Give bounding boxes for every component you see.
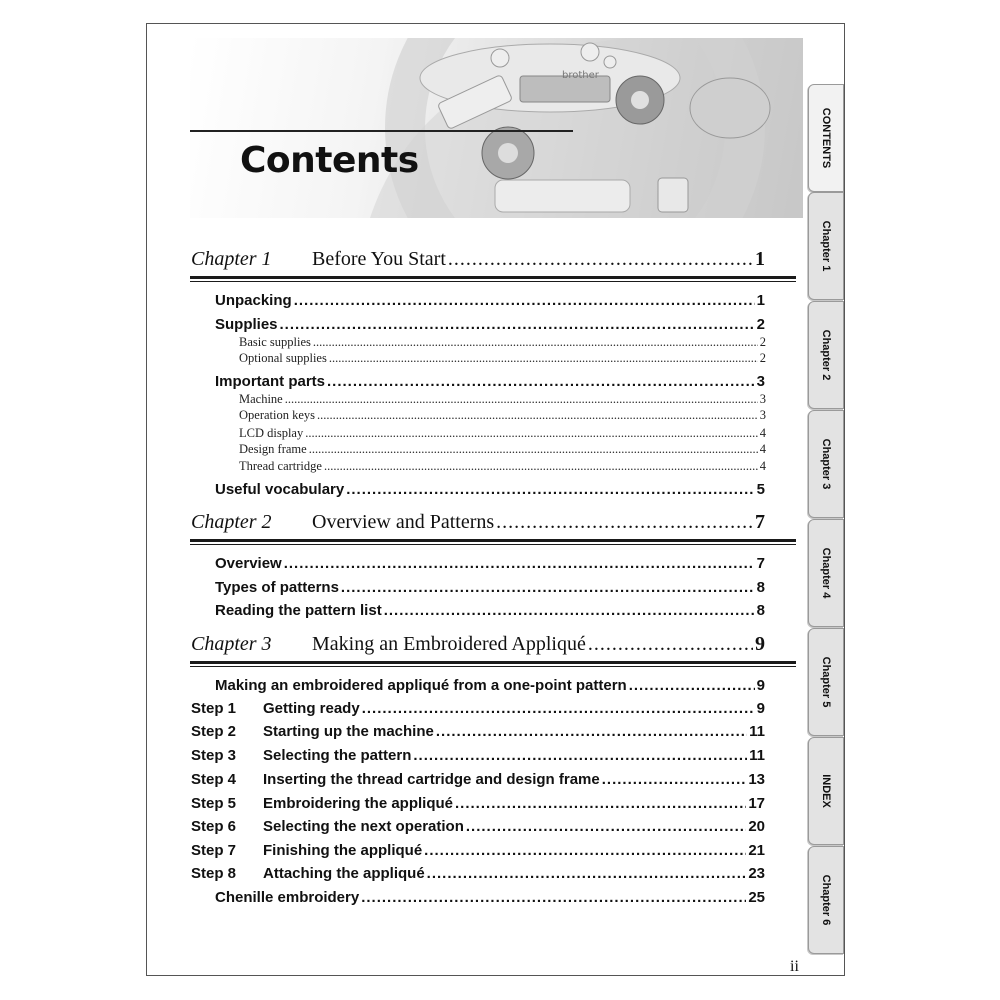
tab-chapter-2[interactable] xyxy=(808,301,844,409)
toc-section-chenille-embroidery[interactable] xyxy=(215,889,765,906)
tab-label: INDEX xyxy=(820,774,832,808)
page-ref: 4 xyxy=(759,459,766,473)
section-title: Important parts xyxy=(215,373,326,390)
dot-leader xyxy=(285,392,758,407)
dot-leader xyxy=(455,795,746,812)
section-title: Useful vocabulary xyxy=(215,481,345,498)
page-ref: 3 xyxy=(756,373,765,390)
tab-chapter-5[interactable] xyxy=(808,628,844,736)
tab-chapter-6[interactable] xyxy=(808,846,844,954)
section-title: Overview xyxy=(215,555,282,572)
chapter-number: Chapter 2 xyxy=(191,511,272,533)
header-rule xyxy=(190,130,573,132)
page-ref: 3 xyxy=(759,408,766,422)
header-machine-illustration xyxy=(190,38,803,218)
dot-leader xyxy=(413,747,747,764)
page-number: ii xyxy=(790,958,799,975)
chapter-rule-thin xyxy=(190,544,796,545)
section-title: Chenille embroidery xyxy=(215,889,360,906)
step-title: Inserting the thread cartridge and design frame xyxy=(263,771,600,788)
toc-sub-operation-keys[interactable] xyxy=(239,408,766,423)
tab-label: Chapter 4 xyxy=(820,547,832,599)
step-label: Step 1 xyxy=(191,700,237,717)
page-ref: 2 xyxy=(759,351,766,365)
step-title: Starting up the machine xyxy=(263,723,434,740)
dot-leader xyxy=(324,459,758,474)
step-label: Step 6 xyxy=(191,818,237,835)
toc-step-1[interactable] xyxy=(191,700,765,717)
page-ref: 8 xyxy=(756,579,765,596)
section-title: Reading the pattern list xyxy=(215,602,382,619)
chapter-title: Making an Embroidered Appliqué xyxy=(312,633,586,655)
dot-leader xyxy=(602,771,747,788)
toc-step-3[interactable] xyxy=(191,747,765,764)
page-ref: 5 xyxy=(756,481,765,498)
page-title: Contents xyxy=(240,140,419,181)
step-title: Selecting the pattern xyxy=(263,747,412,764)
dot-leader xyxy=(436,723,747,740)
toc-step-2[interactable] xyxy=(191,723,765,740)
toc-sub-machine[interactable] xyxy=(239,392,766,407)
dot-leader xyxy=(313,335,758,350)
page-ref: 7 xyxy=(756,555,765,572)
page-ref: 9 xyxy=(756,677,765,694)
toc-section-overview[interactable] xyxy=(215,555,765,572)
chapter-2-entry[interactable] xyxy=(191,511,765,534)
tab-label: Chapter 1 xyxy=(820,220,832,272)
dot-leader xyxy=(629,677,755,694)
toc-step-8[interactable] xyxy=(191,865,765,882)
step-title: Selecting the next operation xyxy=(263,818,464,835)
page-ref: 4 xyxy=(759,442,766,456)
step-title: Embroidering the appliqué xyxy=(263,795,454,812)
toc-sub-design-frame[interactable] xyxy=(239,442,766,457)
sub-title: Machine xyxy=(239,392,283,406)
page-ref: 2 xyxy=(759,335,766,349)
page-ref: 17 xyxy=(748,795,765,812)
dot-leader xyxy=(496,511,753,534)
dot-leader xyxy=(280,316,755,333)
dot-leader xyxy=(427,865,747,882)
chapter-rule xyxy=(190,539,796,542)
sub-title: Design frame xyxy=(239,442,307,456)
chapter-rule xyxy=(190,276,796,279)
toc-sub-optional-supplies[interactable] xyxy=(239,351,766,366)
toc-section-embroidered-applique[interactable] xyxy=(215,677,765,694)
toc-step-7[interactable] xyxy=(191,842,765,859)
step-title: Attaching the appliqué xyxy=(263,865,425,882)
chapter-title: Before You Start xyxy=(312,248,446,270)
chapter-1-entry[interactable] xyxy=(191,248,765,271)
toc-section-useful-vocabulary[interactable] xyxy=(215,481,765,498)
tab-contents[interactable] xyxy=(808,84,844,192)
step-label: Step 7 xyxy=(191,842,237,859)
page-ref: 7 xyxy=(755,511,765,533)
toc-section-unpacking[interactable] xyxy=(215,292,765,309)
toc-section-reading-pattern-list[interactable] xyxy=(215,602,765,619)
tab-label: CONTENTS xyxy=(820,107,832,169)
tab-label: Chapter 5 xyxy=(820,656,832,708)
toc-step-4[interactable] xyxy=(191,771,765,788)
step-label: Step 5 xyxy=(191,795,237,812)
dot-leader xyxy=(327,373,755,390)
dot-leader xyxy=(284,555,755,572)
brand-text: brother xyxy=(562,70,599,81)
tab-index[interactable] xyxy=(808,737,844,845)
toc-sub-thread-cartridge[interactable] xyxy=(239,459,766,474)
step-label: Step 3 xyxy=(191,747,237,764)
chapter-rule-thin xyxy=(190,281,796,282)
page-ref: 21 xyxy=(748,842,765,859)
sub-title: Thread cartridge xyxy=(239,459,322,473)
tab-chapter-4[interactable] xyxy=(808,519,844,627)
tab-label: Chapter 2 xyxy=(820,329,832,381)
chapter-rule-thin xyxy=(190,666,796,667)
dot-leader xyxy=(294,292,755,309)
chapter-rule xyxy=(190,661,796,664)
page-ref: 8 xyxy=(756,602,765,619)
page-ref: 13 xyxy=(748,771,765,788)
dot-leader xyxy=(466,818,746,835)
dot-leader xyxy=(448,248,753,271)
dot-leader xyxy=(346,481,754,498)
tab-label: Chapter 6 xyxy=(820,874,832,926)
dot-leader xyxy=(384,602,755,619)
step-title: Getting ready xyxy=(263,700,360,717)
page-ref: 9 xyxy=(755,633,765,655)
page-ref: 9 xyxy=(756,700,765,717)
step-title: Finishing the appliqué xyxy=(263,842,423,859)
page-ref: 1 xyxy=(755,248,765,270)
chapter-number: Chapter 3 xyxy=(191,633,272,655)
toc-section-important-parts[interactable] xyxy=(215,373,765,390)
toc-section-supplies[interactable] xyxy=(215,316,765,333)
toc-step-6[interactable] xyxy=(191,818,765,835)
page-ref: 20 xyxy=(748,818,765,835)
tab-label: Chapter 3 xyxy=(820,438,832,490)
toc-sub-basic-supplies[interactable] xyxy=(239,335,766,350)
dot-leader xyxy=(588,633,753,656)
chapter-title: Overview and Patterns xyxy=(312,511,495,533)
dot-leader xyxy=(305,426,758,441)
dot-leader xyxy=(329,351,758,366)
toc-section-types-of-patterns[interactable] xyxy=(215,579,765,596)
dot-leader xyxy=(309,442,758,457)
dot-leader xyxy=(341,579,755,596)
sub-title: LCD display xyxy=(239,426,304,440)
chapter-number: Chapter 1 xyxy=(191,248,272,270)
tab-chapter-1[interactable] xyxy=(808,192,844,300)
dot-leader xyxy=(317,408,758,423)
tab-chapter-3[interactable] xyxy=(808,410,844,518)
dot-leader xyxy=(424,842,746,859)
section-title: Unpacking xyxy=(215,292,292,309)
section-title: Types of patterns xyxy=(215,579,339,596)
page-ref: 11 xyxy=(749,747,765,764)
page-ref: 2 xyxy=(756,316,765,333)
toc-sub-lcd-display[interactable] xyxy=(239,426,766,441)
dot-leader xyxy=(361,889,746,906)
section-title: Supplies xyxy=(215,316,278,333)
page-ref: 25 xyxy=(748,889,765,906)
sub-title: Operation keys xyxy=(239,408,316,422)
step-label: Step 8 xyxy=(191,865,237,882)
chapter-3-entry[interactable] xyxy=(191,633,765,656)
sub-title: Optional supplies xyxy=(239,351,327,365)
step-label: Step 4 xyxy=(191,771,237,788)
page-ref: 11 xyxy=(749,723,765,740)
step-label: Step 2 xyxy=(191,723,237,740)
section-title: Making an embroidered appliqué from a one-point pattern xyxy=(215,677,627,694)
dot-leader xyxy=(362,700,755,717)
page-ref: 23 xyxy=(748,865,765,882)
page-ref: 1 xyxy=(756,292,765,309)
sub-title: Basic supplies xyxy=(239,335,311,349)
toc-step-5[interactable] xyxy=(191,795,765,812)
page-ref: 4 xyxy=(759,426,766,440)
page-ref: 3 xyxy=(759,392,766,406)
